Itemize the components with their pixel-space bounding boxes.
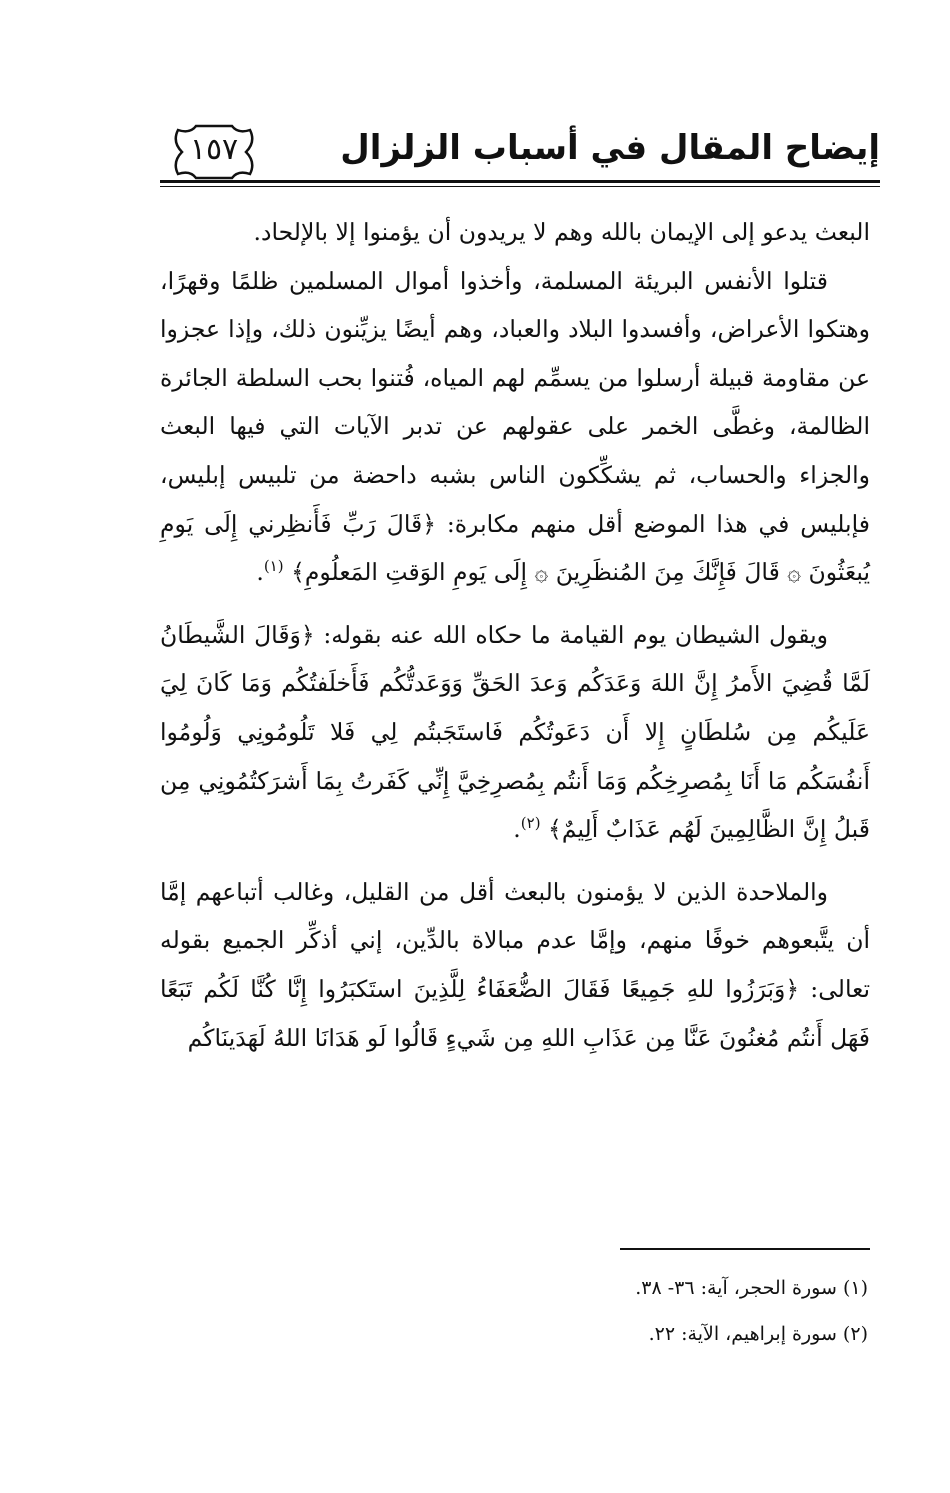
header-rule-thin — [160, 186, 880, 187]
book-title: إيضاح المقال في أسباب الزلزال — [340, 128, 880, 168]
footnote-2: (٢) سورة إبراهيم، الآية: ٢٢. — [648, 1323, 868, 1345]
period-2: . — [513, 815, 521, 844]
period-1: . — [256, 558, 264, 587]
paragraph-3-text: ويقول الشيطان يوم القيامة ما حكاه الله عنه بقوله: ﴿وَقَالَ الشَّيطَانُ لَمَّا قُضِيَ الأَمرُ إِنَّ اللهَ وَعَدَكُم وَعدَ الحَقِّ وَوَعَدتُّكُم فَأَخلَفتُكُم وَمَا كَانَ لِيَ عَلَيكُم مِن سُلطَانٍ إِلا أَن دَعَوتُكُم فَاستَجَبتُم لِي فَلا تَلُومُونِي وَلُومُوا أَنفُسَكُم مَا أَنَا بِمُصرِخِكُم وَمَا أَنتُم بِمُصرِخِيَّ إِنِّي كَفَرتُ بِمَا أَشرَكتُمُونِي مِن قَبلُ إِنَّ الظَّالِمِينَ لَهُم عَذَابٌ أَلِيمٌ﴾ — [160, 620, 870, 844]
page-number: ١٥٧ — [189, 132, 239, 167]
footnote-divider — [620, 1248, 870, 1250]
paragraph-1: البعث يدعو إلى الإيمان بالله وهم لا يريدون أن يؤمنوا إلا بالإلحاد. — [253, 218, 870, 246]
paragraph-2-text: قتلوا الأنفس البريئة المسلمة، وأخذوا أموال المسلمين ظلمًا وقهرًا، وهتكوا الأعراض، وأفسدوا البلاد والعباد، وهم أيضًا يزيِّنون ذلك، وإذا عجزوا عن مقاومة قبيلة أرسلوا من يسمِّم لهم المياه، فُتنوا بحب السلطة الجائرة الظالمة، وغطَّى الخمر على عقولهم عن تدبر الآيات التي فيها البعث والجزاء والحساب، ثم يشكِّكون الناس بشبه داحضة من تلبيس إبليس، فإبليس في هذا الموضع أقل منهم مكابرة: ﴿قَالَ رَبِّ فَأَنظِرني إِلَى يَومِ يُبعَثُونَ ۞ قَالَ فَإِنَّكَ مِنَ المُنظَرِينَ ۞ إِلَى يَومِ الوَقتِ المَعلُومِ﴾ — [160, 266, 870, 587]
paragraph-4: والملاحدة الذين لا يؤمنون بالبعث أقل من القليل، وغالب أتباعهم إمَّا أن يتَّبعوهم خوفًا منهم، وإمَّا عدم مبالاة بالدِّين، إني أذكِّر الجميع بقوله تعالى: ﴿وَبَرَزُوا للهِ جَمِيعًا فَقَالَ الضُّعَفَاءُ لِلَّذِينَ استَكبَرُوا إِنَّا كُنَّا لَكُم تَبَعًا فَهَل أَنتُم مُغنُونَ عَنَّا مِن عَذَابِ اللهِ مِن شَيءٍ قَالُوا لَو هَدَانَا اللهُ لَهَدَينَاكُم — [160, 877, 870, 1052]
footnote-ref-2: (٢) — [520, 814, 541, 833]
header-rule — [160, 180, 880, 183]
footnote-1: (١) سورة الحجر، آية: ٣٦- ٣٨. — [635, 1277, 868, 1299]
footnotes — [400, 1265, 868, 1357]
footnote-ref-1: (١) — [263, 557, 284, 576]
main-text — [160, 208, 870, 1062]
paragraph-3 — [160, 611, 870, 854]
paragraph-2 — [160, 257, 870, 597]
